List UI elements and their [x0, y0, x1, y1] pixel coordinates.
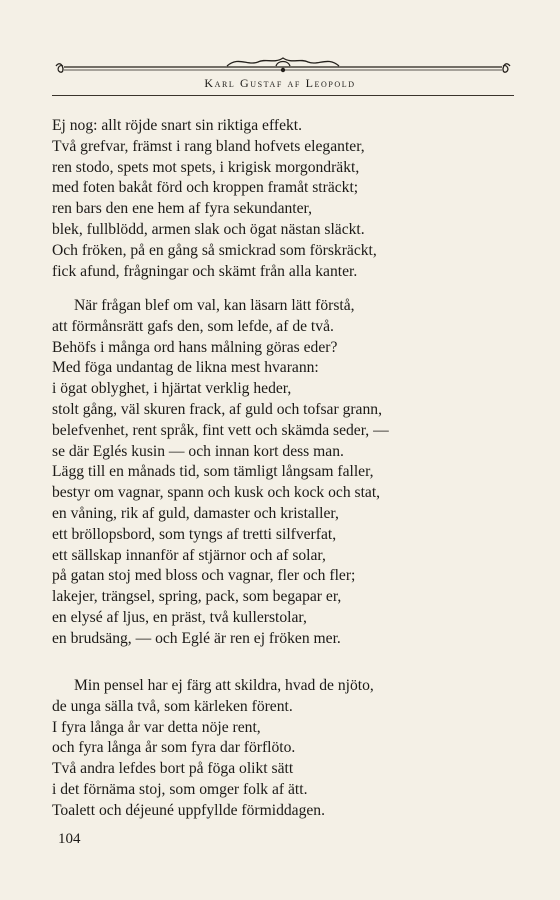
poem-line: belefvenhet, rent språk, fint vett och skämda seder, —: [52, 421, 389, 439]
poem-line: ren bars den ene hem af fyra sekundanter,: [52, 200, 313, 218]
poem-line: se där Eglés kusin — och innan kort dess man.: [52, 442, 344, 460]
poem-line: Behöfs i många ord hans målning göras eder?: [52, 338, 338, 356]
poem-line: Och fröken, på en gång så smickrad som förskräckt,: [52, 241, 377, 259]
poem-line: på gatan stoj med bloss och vagnar, fler och fler;: [52, 567, 356, 585]
poem-line: Två andra lefdes bort på föga olikt sätt: [52, 760, 294, 778]
poem-line: Två grefvar, främst i rang bland hofvets eleganter,: [52, 137, 365, 155]
poem-line: Lägg till en månads tid, som tämligt långsam faller,: [52, 463, 374, 481]
stanza: [52, 116, 522, 282]
poem-line: fick afund, frågningar och skämt från alla kanter.: [52, 262, 358, 280]
poem-line: en elysé af ljus, en präst, två kullerstolar,: [52, 608, 307, 626]
running-title: Karl Gustaf af Leopold: [204, 76, 356, 90]
poem-line: bestyr om vagnar, spann och kusk och kock och stat,: [52, 484, 381, 502]
poem-line: i ögat oblyghet, i hjärtat verklig heder,: [52, 380, 292, 398]
poem-line: Med föga undantag de likna mest hvarann:: [52, 359, 319, 377]
poem-line: de unga sälla två, som kärleken förent.: [52, 697, 293, 715]
header-rule: [52, 95, 514, 96]
poem-line: en brudsäng, — och Eglé är ren ej fröken mer.: [52, 629, 341, 647]
poem-line: och fyra långa år som fyra dar förflöto.: [52, 739, 296, 757]
poem-line: ett sällskap innanför af stjärnor och af solar,: [52, 546, 326, 564]
poem-line: I fyra långa år var detta nöje rent,: [52, 718, 261, 736]
stanza: [52, 676, 522, 822]
poem-line: att förmånsrätt gafs den, som lefde, af de två.: [52, 317, 334, 335]
poem-line: stolt gång, väl skuren frack, af guld och tofsar grann,: [52, 400, 382, 418]
poem-line: lakejer, trängsel, spring, pack, som begapar er,: [52, 588, 342, 606]
page-number: 104: [58, 831, 81, 847]
poem-line: Toalett och déjeuné uppfyllde förmiddagen.: [52, 801, 326, 819]
poem-line: med foten bakåt förd och kroppen framåt sträckt;: [52, 179, 359, 197]
poem-line: blek, fullblödd, armen slak och ögat nästan släckt.: [52, 220, 365, 238]
poem-line: Min pensel har ej färg att skildra, hvad de njöto,: [74, 677, 374, 694]
poem-line: ett bröllopsbord, som tyngs af tretti silfverfat,: [52, 525, 337, 543]
poem-line: i det förnäma stoj, som omger folk af ätt.: [52, 780, 308, 798]
poem-line: ren stodo, spets mot spets, i krigisk morgondräkt,: [52, 158, 360, 176]
poem-line: När frågan blef om val, kan läsarn lätt förstå,: [74, 297, 355, 314]
poem-line: en våning, rik af guld, damaster och kristaller,: [52, 504, 339, 522]
stanza: [52, 296, 522, 650]
poem-line: Ej nog: allt röjde snart sin riktiga effekt.: [52, 117, 303, 134]
